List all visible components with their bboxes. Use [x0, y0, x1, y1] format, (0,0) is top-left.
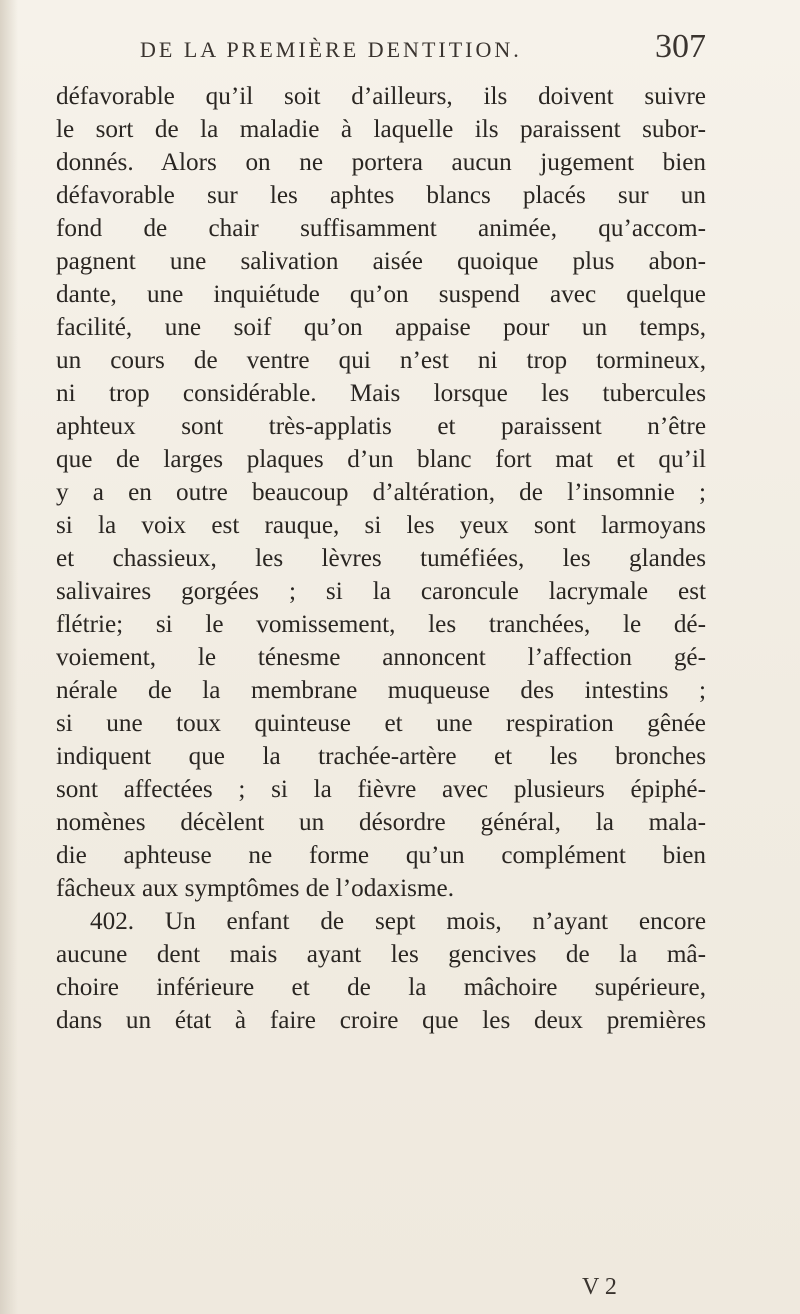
text-line: nomènes décèlent un désordre général, la mala-: [56, 809, 706, 836]
text-line: le sort de la maladie à laquelle ils paraissent subor-: [56, 116, 706, 143]
text-line: facilité, une soif qu’on appaise pour un temps,: [56, 314, 706, 341]
text-line: si une toux quinteuse et une respiration gênée: [56, 710, 706, 737]
text-line: fond de chair suffisamment animée, qu’accom-: [56, 215, 706, 242]
running-head: [140, 28, 706, 72]
text-line: défavorable sur les aphtes blancs placés sur un: [56, 182, 706, 209]
text-line: nérale de la membrane muqueuse des intestins ;: [56, 677, 706, 704]
running-title: DE LA PREMIÈRE DENTITION.: [140, 37, 522, 62]
text-line: et chassieux, les lèvres tuméfiées, les glandes: [56, 545, 706, 572]
text-line: aucune dent mais ayant les gencives de la mâ-: [56, 941, 706, 968]
text-line: indiquent que la trachée-artère et les bronches: [56, 743, 706, 770]
text-line: salivaires gorgées ; si la caroncule lacrymale est: [56, 578, 706, 605]
text-line: aphteux sont très-applatis et paraissent n’être: [56, 413, 706, 440]
text-line: si la voix est rauque, si les yeux sont larmoyans: [56, 512, 706, 539]
text-line: ni trop considérable. Mais lorsque les tubercules: [56, 380, 706, 407]
page-number: 307: [655, 28, 706, 65]
text-line: voiement, le ténesme annoncent l’affection gé-: [56, 644, 706, 671]
text-line: défavorable qu’il soit d’ailleurs, ils doivent suivre: [56, 83, 706, 110]
paragraph-start-line: 402. Un enfant de sept mois, n’ayant encore: [90, 908, 706, 935]
text-line: choire inférieure et de la mâchoire supérieure,: [56, 974, 706, 1001]
text-line: dans un état à faire croire que les deux premières: [56, 1007, 706, 1034]
text-line: un cours de ventre qui n’est ni trop tormineux,: [56, 347, 706, 374]
text-line: sont affectées ; si la fièvre avec plusieurs épiphé-: [56, 776, 706, 803]
text-line: dante, une inquiétude qu’on suspend avec quelque: [56, 281, 706, 308]
text-line: pagnent une salivation aisée quoique plus abon-: [56, 248, 706, 275]
text-line: que de larges plaques d’un blanc fort mat et qu’il: [56, 446, 706, 473]
text-line: y a en outre beaucoup d’altération, de l’insomnie ;: [56, 479, 706, 506]
body-text: [56, 80, 706, 1037]
text-line: flétrie; si le vomissement, les tranchées, le dé-: [56, 611, 706, 638]
signature-mark: V 2: [582, 1274, 617, 1300]
text-line: die aphteuse ne forme qu’un complément bien: [56, 842, 706, 869]
paragraph-end-line: fâcheux aux symptômes de l’odaxisme.: [56, 875, 454, 902]
text-line: donnés. Alors on ne portera aucun jugement bien: [56, 149, 706, 176]
